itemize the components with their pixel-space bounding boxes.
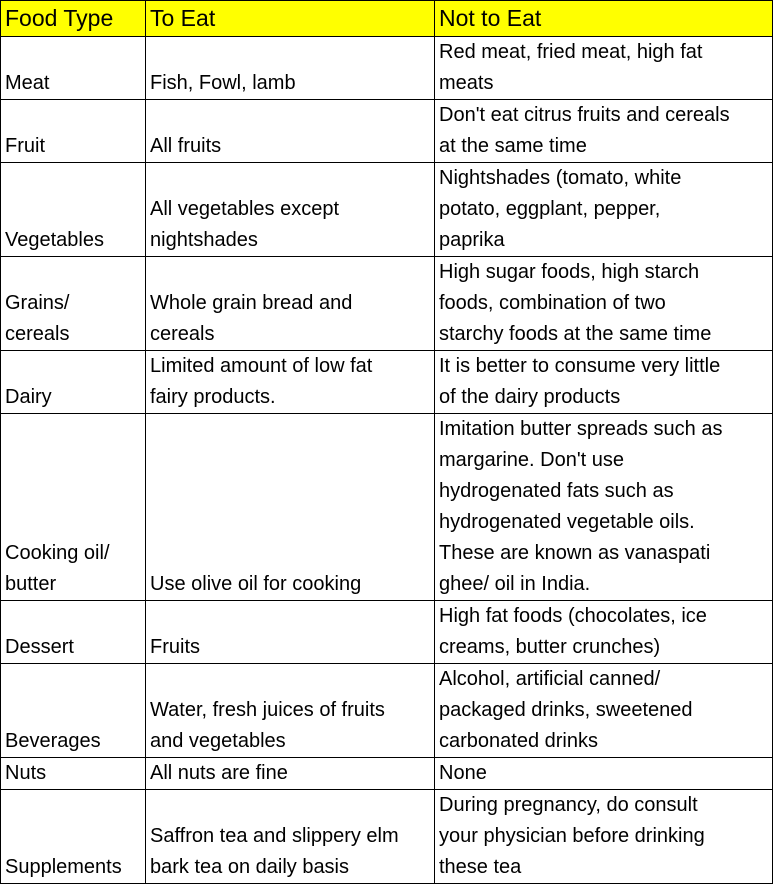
not-to-eat-cell: High fat foods (chocolates, ice creams, butter crunches) <box>435 601 773 664</box>
header-not-to-eat: Not to Eat <box>435 1 773 37</box>
table-row-dairy <box>1 351 773 414</box>
table-row-fruit <box>1 100 773 163</box>
food-type-cell: Cooking oil/ butter <box>1 414 146 601</box>
not-to-eat-cell: It is better to consume very little of the dairy products <box>435 351 773 414</box>
food-type-cell: Supplements <box>1 790 146 884</box>
to-eat-cell: Whole grain bread and cereals <box>146 257 435 351</box>
header-row <box>1 1 773 37</box>
to-eat-cell: Water, fresh juices of fruits and vegetables <box>146 664 435 758</box>
table-row-meat <box>1 37 773 100</box>
not-to-eat-cell: Imitation butter spreads such as margarine. Don't use hydrogenated fats such as hydrogenated vegetable oils. These are known as vanaspati ghee/ oil in India. <box>435 414 773 601</box>
food-type-cell: Grains/ cereals <box>1 257 146 351</box>
header-to-eat: To Eat <box>146 1 435 37</box>
food-type-cell: Nuts <box>1 758 146 790</box>
table-row-beverages <box>1 664 773 758</box>
food-type-cell: Meat <box>1 37 146 100</box>
to-eat-cell: All vegetables except nightshades <box>146 163 435 257</box>
food-type-cell: Vegetables <box>1 163 146 257</box>
to-eat-cell: All fruits <box>146 100 435 163</box>
not-to-eat-cell: High sugar foods, high starch foods, combination of two starchy foods at the same time <box>435 257 773 351</box>
table-row-cooking-oil <box>1 414 773 601</box>
not-to-eat-cell: None <box>435 758 773 790</box>
table-row-supplements <box>1 790 773 884</box>
not-to-eat-cell: Red meat, fried meat, high fat meats <box>435 37 773 100</box>
not-to-eat-cell: Nightshades (tomato, white potato, eggplant, pepper, paprika <box>435 163 773 257</box>
food-type-cell: Dessert <box>1 601 146 664</box>
to-eat-cell: Fish, Fowl, lamb <box>146 37 435 100</box>
to-eat-cell: Fruits <box>146 601 435 664</box>
not-to-eat-cell: Alcohol, artificial canned/ packaged drinks, sweetened carbonated drinks <box>435 664 773 758</box>
food-type-cell: Beverages <box>1 664 146 758</box>
not-to-eat-cell: During pregnancy, do consult your physician before drinking these tea <box>435 790 773 884</box>
to-eat-cell: Use olive oil for cooking <box>146 414 435 601</box>
not-to-eat-cell: Don't eat citrus fruits and cereals at the same time <box>435 100 773 163</box>
header-food-type: Food Type <box>1 1 146 37</box>
food-type-cell: Fruit <box>1 100 146 163</box>
table-row-dessert <box>1 601 773 664</box>
to-eat-cell: Limited amount of low fat fairy products. <box>146 351 435 414</box>
to-eat-cell: All nuts are fine <box>146 758 435 790</box>
table-row-grains <box>1 257 773 351</box>
table-row-nuts <box>1 758 773 790</box>
to-eat-cell: Saffron tea and slippery elm bark tea on daily basis <box>146 790 435 884</box>
table-row-vegetables <box>1 163 773 257</box>
food-type-cell: Dairy <box>1 351 146 414</box>
